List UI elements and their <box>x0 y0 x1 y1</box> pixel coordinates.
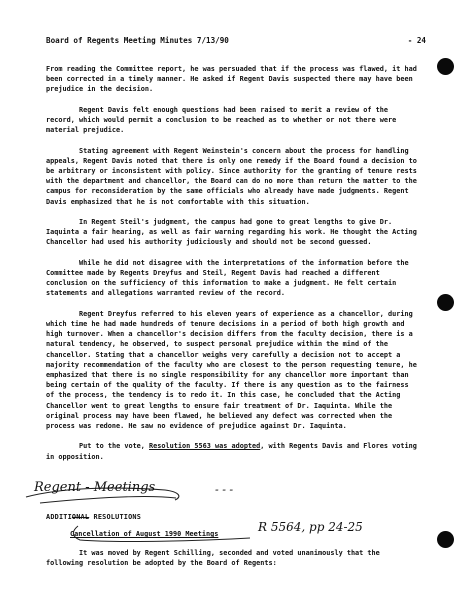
paragraph-2: Regent Davis felt enough questions had been raised to merit a review of the record, which would permit a conclusion to be reached as to whether or not there were material prejudice. <box>46 105 397 135</box>
binder-hole <box>437 58 454 75</box>
closing-paragraph <box>46 548 418 568</box>
paragraph-5: While he did not disagree with the interpretations of the information before the Committee made by Regents Dreyfus and Steil, Regent Davis had reached a different conclusion on the sufficiency of this information to make a judgment. He felt certain statements and allegations warranted review of the record. <box>46 258 409 298</box>
resolution-link[interactable]: Resolution 5563 was adopted <box>149 442 261 451</box>
paragraph-3: Stating agreement with Regent Weinstein's concern about the process for handling appeals, Regent Davis noted that there is only one remedy if the Board found a decision to be arbitrary or inconsistent with policy. Since authority for the granting of tenure rests with the department and chancellor, the Board can do no more than return the matter to the campus for reconsideration by the same officials who already have made judgments. Regent Davis emphasized that he is not comfortable with this situation. <box>46 146 417 206</box>
additional-resolutions-heading <box>46 513 141 521</box>
paragraph-6: Regent Dreyfus referred to his eleven years of experience as a chancellor, during which time he had made hundreds of tenure decisions in a period of both high growth and high turnover. When a chancellor's decision differs from the faculty decision, there is a natural tendency, he observed, to suspect personal prejudice within the mind of the chancellor. Stating that a chancellor weighs very carefully a decision not to accept a majority recommendation of the faculty who are closest to the person requesting tenure, he emphasized that there is no single responsibility for any chancellor more important than being certain of the quality of the faculty. If there is any question as to the fairness of the process, the tendency is to redo it. In this case, he concluded that the Acting Chancellor went to great lengths to ensure fair treatment of Dr. Iaquinta. While the original process may have been flawed, he believed any defect was corrected when the process was redone. He saw no evidence of prejudice against Dr. Iaquinta. <box>46 309 417 431</box>
handwritten-dashes: - - - <box>215 483 234 496</box>
paragraph-1: From reading the Committee report, he was persuaded that if the process was flawed, it had been corrected in a timely manner. He asked if Regent Davis suspected there may have been prejudice in the decision. <box>46 65 417 94</box>
cancellation-heading: Cancellation of August 1990 Meetings <box>70 530 219 538</box>
heading-struck: ONAL <box>71 513 90 521</box>
minutes-body <box>46 64 418 472</box>
vote-paragraph <box>46 441 418 461</box>
heading-part: RESOLUTIONS <box>89 513 142 521</box>
handwritten-regent-meetings: Regent - Meetings <box>34 480 156 495</box>
header-title: Board of Regents Meeting Minutes 7/13/90 <box>46 36 229 45</box>
vote-after: , with Regents Davis and Flores voting in opposition. <box>46 442 417 461</box>
handwriting-underline <box>40 496 176 503</box>
binder-hole <box>437 531 454 548</box>
page-header <box>46 36 426 45</box>
closing-text: It was moved by Regent Schilling, seconded and voted unanimously that the following resolution be adopted by the Board of Regents: <box>46 549 380 568</box>
vote-before: Put to the vote, <box>79 442 150 451</box>
handwritten-reference: R 5564, pp 24-25 <box>258 520 363 534</box>
binder-hole <box>437 294 454 311</box>
page-number: - 24 <box>407 36 426 45</box>
heading-part: ADDITI <box>46 513 72 521</box>
paragraph-4: In Regent Steil's judgment, the campus had gone to great lengths to give Dr. Iaquinta a fair hearing, as well as fair warning regarding his work. He thought the Acting Chancellor had used his authority judiciously and should not be second guessed. <box>46 218 417 247</box>
